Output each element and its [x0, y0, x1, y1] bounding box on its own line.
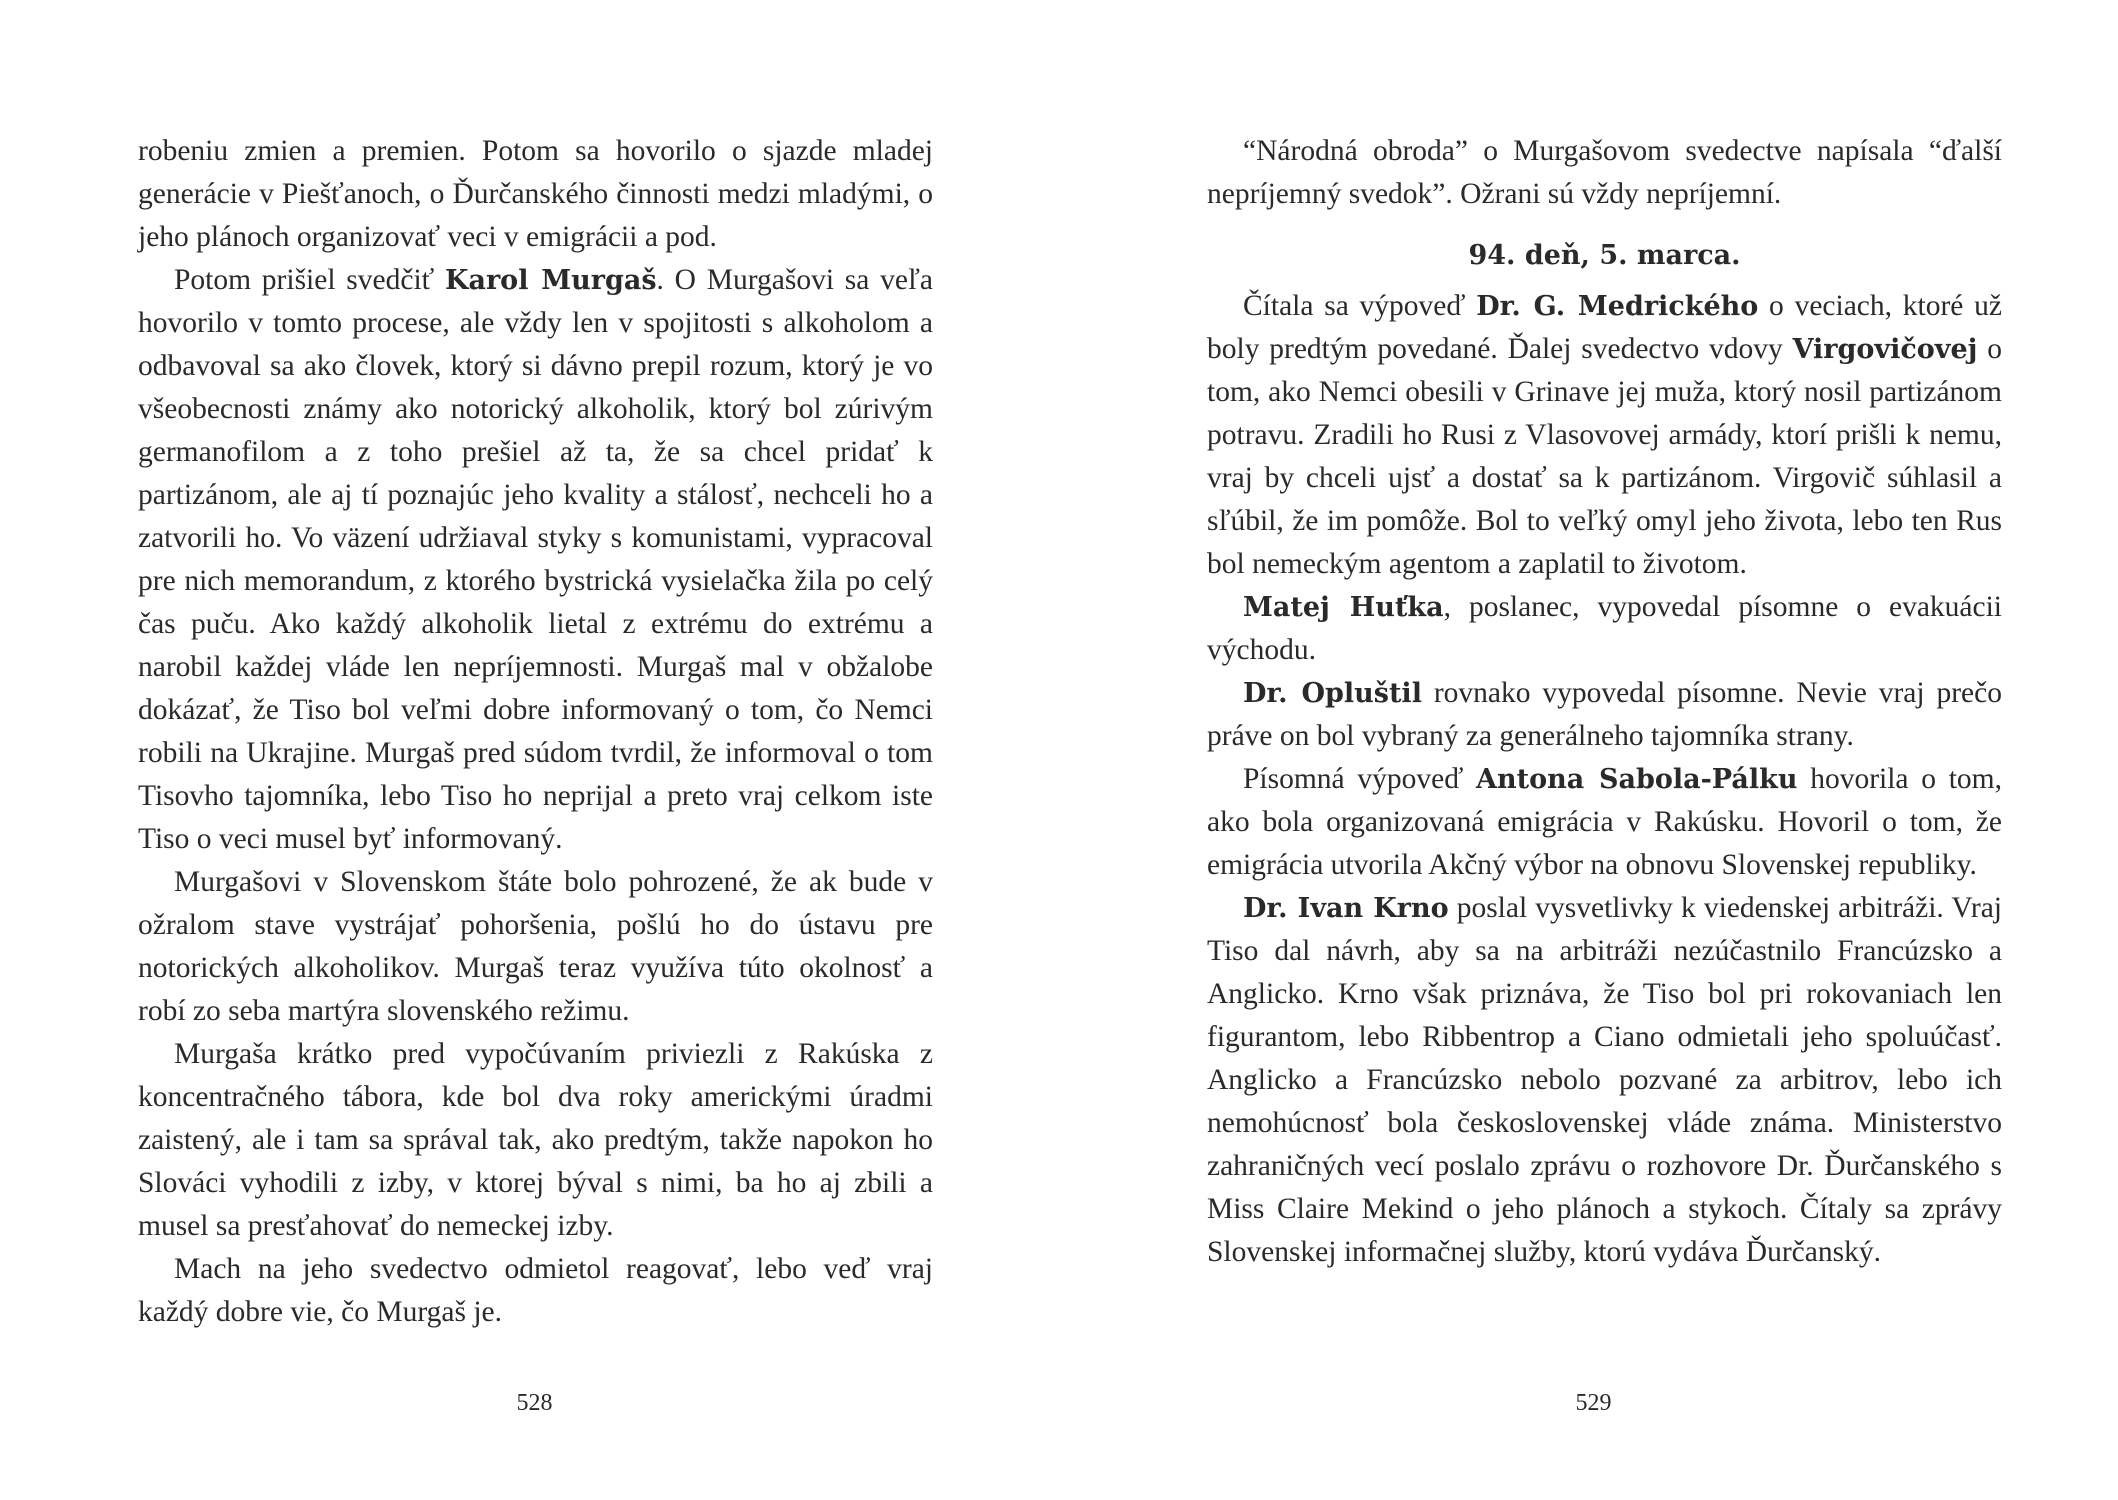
right-page-text: [1207, 130, 2002, 1274]
paragraph: [1207, 672, 2002, 758]
text-run: poslal vysvetlivky k viedenskej arbitráži. Vraj Tiso dal návrh, aby sa na arbitráži nezúčastnilo Francúzsko a Anglicko. Krno však priznáva, že Tiso bol pri rokovaniach len figurantom, lebo Ribbentrop a Ciano odmietali jeho spoluúčasť. Anglicko a Francúzsko nebolo pozvané za arbitrov, lebo ich nemohúcnosť bola československej vláde známa. Ministerstvo zahraničných vecí poslalo zprávu o rozhovore Dr. Ďurčanského s Miss Claire Mekind o jeho plánoch a stykoch. Čítaly sa zprávy Slovenskej informačnej služby, ktorú vydáva Ďurčanský.: [1207, 892, 2002, 1268]
text-run: “Národná obroda” o Murgašovom svedectve napísala “ďalší nepríjemný svedok”. Ožrani sú vždy nepríjemní.: [1207, 135, 2002, 210]
text-run: hovorila o tom, ako bola organizovaná emigrácia v Rakúsku. Hovoril o tom, že emigrácia utvorila Akčný výbor na obnovu Slovenskej republiky.: [1207, 763, 2002, 881]
text-run: . O Murgašovi sa veľa hovorilo v tomto procese, ale vždy len v spojitosti s alkoholom a odbavoval sa ako človek, ktorý si dávno prepil rozum, ktorý je vo všeobecnosti známy ako notorický alkoholik, ktorý bol zúrivým germanofilom a z toho prešiel až ta, že sa chcel pridať k partizánom, ale aj tí poznajúc jeho kvality a stálosť, nechceli ho a zatvorili ho. Vo väzení udržiaval styky s komunistami, vypracoval pre nich memorandum, z ktorého bystrická vysielačka žila po celý čas puču. Ako každý alkoholik lietal z extrému do extrému a narobil každej vláde len nepríjemnosti. Murgaš mal v obžalobe dokázať, že Tiso bol veľmi dobre informovaný o tom, čo Nemci robili na Ukrajine. Murgaš pred súdom tvrdil, že informoval o tom Tisovho tajomníka, lebo Tiso ho neprijal a preto vraj celkom iste Tiso o veci musel byť informovaný.: [138, 264, 933, 855]
paragraph: [1207, 130, 2002, 216]
left-page-text: [138, 130, 933, 1334]
paragraph: [138, 1033, 933, 1248]
paragraph: [1207, 285, 2002, 586]
text-run: robeniu zmien a premien. Potom sa hovorilo o sjazde mladej generácie v Piešťanoch, o Ďurčanského činnosti medzi mladými, o jeho plánoch organizovať veci v emigrácii a pod.: [138, 135, 933, 253]
text-run: Murgašovi v Slovenskom štáte bolo pohrozené, že ak bude v ožralom stave vystrájať pohoršenia, pošlú ho do ústavu pre notorických alkoholikov. Murgaš teraz využíva túto okolnosť a robí zo seba martýra slovenského režimu.: [138, 866, 933, 1027]
bold-name: Antona Sabola-Pálku: [1476, 764, 1798, 795]
text-run: Písomná výpoveď: [1243, 763, 1477, 795]
text-run: Murgaša krátko pred vypočúvaním priviezli z Rakúska z koncentračného tábora, kde bol dva roky americkými úradmi zaistený, ale i tam sa správal tak, ako predtým, takže napokon ho Slováci vyhodili z izby, v ktorej býval s nimi, ba ho aj zbili a musel sa presťahovať do nemeckej izby.: [138, 1038, 933, 1242]
bold-name: Virgovičovej: [1792, 334, 1978, 365]
paragraph: [138, 259, 933, 861]
bold-name: Dr. G. Medrického: [1476, 291, 1759, 322]
paragraph: [138, 130, 933, 259]
right-page: [1059, 0, 2118, 1500]
text-run: o veciach, ktoré už boly predtým povedané. Ďalej svedectvo vdovy: [1207, 290, 2002, 365]
bold-name: Karol Murgaš: [445, 265, 657, 296]
paragraph: [138, 1248, 933, 1334]
text-run: rovnako vypovedal písomne. Nevie vraj prečo práve on bol vybraný za generálneho tajomníka strany.: [1207, 677, 2002, 752]
paragraph: [1207, 758, 2002, 887]
text-run: Čítala sa výpoveď: [1243, 290, 1477, 322]
page-number-left: 528: [516, 1390, 553, 1416]
text-run: o tom, ako Nemci obesili v Grinave jej muža, ktorý nosil partizánom potravu. Zradili ho Rusi z Vlasovovej armády, ktorí prišli k nemu, vraj by chceli ujsť a dostať sa k partizánom. Virgovič súhlasil a sľúbil, že im pomôže. Bol to veľký omyl jeho života, lebo ten Rus bol nemeckým agentom a zaplatil to životom.: [1207, 333, 2002, 580]
section-heading: 94. deň, 5. marca.: [1468, 240, 1741, 271]
page-number-right: 529: [1575, 1390, 1612, 1416]
paragraph: [1207, 887, 2002, 1274]
bold-name: Dr. Opluštil: [1243, 678, 1422, 709]
bold-name: Dr. Ivan Krno: [1243, 893, 1449, 924]
text-run: , poslanec, vypovedal písomne o evakuácii východu.: [1207, 591, 2002, 666]
text-run: Mach na jeho svedectvo odmietol reagovať, lebo veď vraj každý dobre vie, čo Murgaš je.: [138, 1253, 933, 1328]
text-run: Potom prišiel svedčiť: [174, 264, 445, 296]
paragraph: [1207, 586, 2002, 672]
bold-name: Matej Huťka: [1243, 592, 1444, 623]
paragraph: [138, 861, 933, 1033]
